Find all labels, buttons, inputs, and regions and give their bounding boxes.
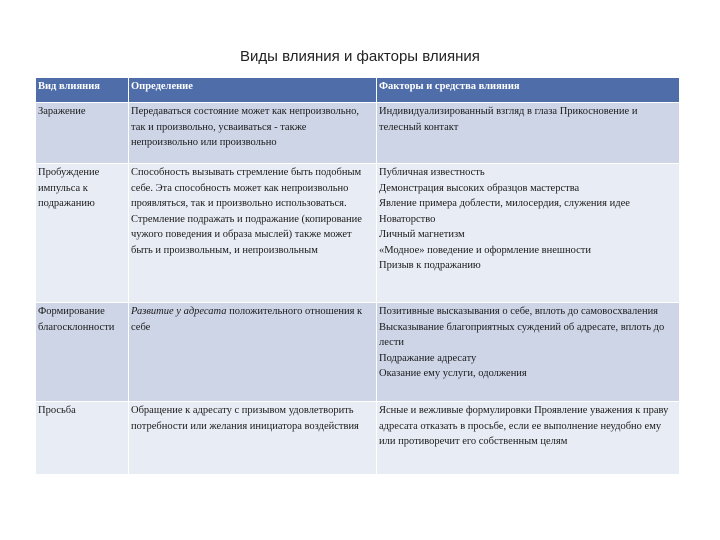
table-row [36, 164, 680, 303]
definition-emphasis: Развитие у адресата [131, 306, 227, 317]
table-row [36, 402, 680, 475]
cell-definition: Способность вызывать стремление быть подобным себе. Эта способность может как непроизвольно проявляться, так и произвольно использоваться. Стремление подражать и подражание (копирование чужого поведения и образа мыслей) также может быть и произвольным, и непроизвольным [129, 164, 377, 303]
header-factors: Факторы и средства влияния [377, 78, 680, 103]
table-header-row [36, 78, 680, 103]
influence-table [35, 77, 680, 475]
definition-rest: положительного отношения к себе [131, 306, 363, 333]
cell-type: Заражение [36, 103, 129, 164]
cell-factors [377, 164, 680, 303]
header-type: Вид влияния [36, 78, 129, 103]
cell-type: Формирование благосклонности [36, 303, 129, 402]
factor-line: Публичная известность [379, 167, 485, 178]
table-row [36, 103, 680, 164]
cell-definition: Передаваться состояние может как непроизвольно, так и произвольно, усваиваться - также непроизвольно или произвольно [129, 103, 377, 164]
cell-type: Просьба [36, 402, 129, 475]
header-definition: Определение [129, 78, 377, 103]
factor-line: Личный магнетизм [379, 229, 465, 240]
table-row [36, 303, 680, 402]
cell-type: Пробуждение импульса к подражанию [36, 164, 129, 303]
factor-line: Индивидуализированный взгляд в глаза Прикосновение и телесный контакт [379, 106, 638, 133]
factor-line: Демонстрация высоких образцов мастерства [379, 182, 580, 194]
cell-factors [377, 402, 680, 475]
slide-title: Виды влияния и факторы влияния [240, 48, 480, 65]
factor-line: Высказывание благоприятных суждений об адресате, вплоть до лести [379, 321, 665, 348]
factor-line: Призыв к подражанию [379, 260, 481, 271]
factor-line: Подражание адресату [379, 352, 477, 364]
cell-definition: Обращение к адресату с призывом удовлетворить потребности или желания инициатора воздействия [129, 402, 377, 475]
factor-line: Явление примера доблести, милосердия, служения идее [379, 198, 630, 209]
factor-line: Оказание ему услуги, одолжения [379, 368, 527, 379]
factor-line: Позитивные высказывания о себе, вплоть до самовосхваления [379, 306, 659, 317]
cell-factors [377, 303, 680, 402]
cell-definition [129, 303, 377, 402]
cell-factors [377, 103, 680, 164]
factor-line: Новаторство [379, 213, 436, 225]
factor-line: «Модное» поведение и оформление внешности [379, 244, 591, 256]
factor-line: Ясные и вежливые формулировки Проявление уважения к праву адресата отказать в просьбе, если ее выполнение неудобно ему или противоречит его собственным целям [379, 405, 669, 447]
